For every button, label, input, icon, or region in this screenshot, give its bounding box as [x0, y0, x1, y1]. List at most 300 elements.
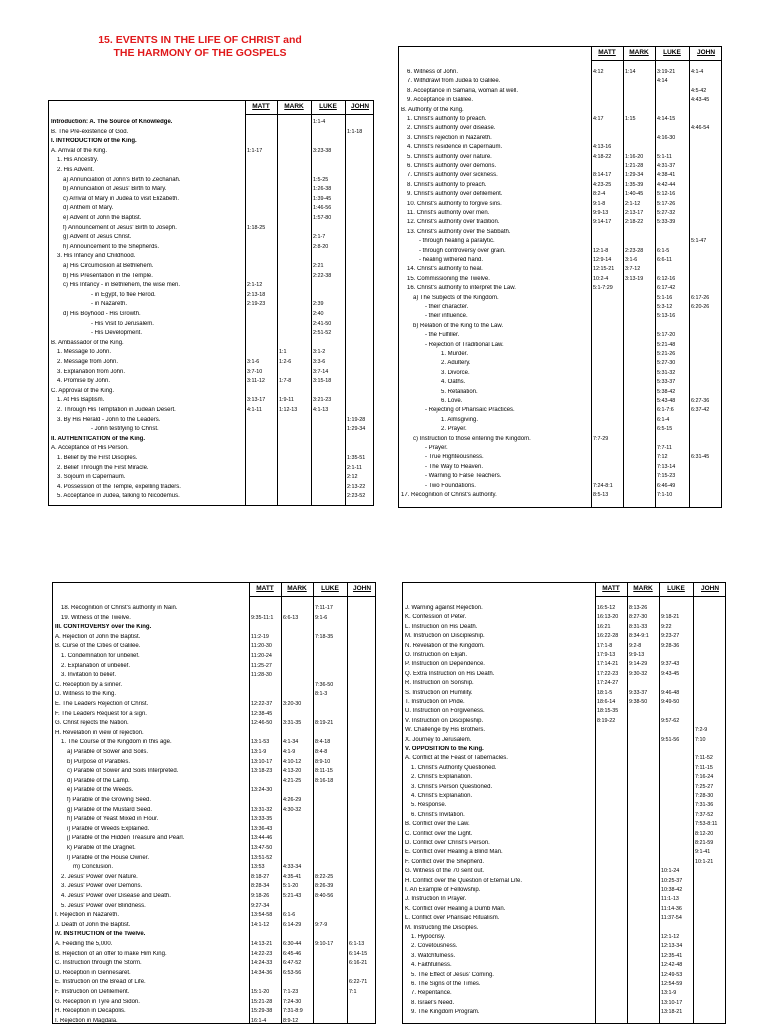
reference-luke: 8:9-10 — [315, 758, 331, 765]
reference-luke: 12:13-34 — [661, 943, 683, 950]
event-label: 13. Christ's authority over the Sabbath. — [407, 228, 511, 235]
table-row — [53, 787, 375, 797]
reference-luke: 10:38-42 — [661, 887, 683, 893]
table-row — [53, 835, 375, 845]
reference-luke: 8:4-8 — [315, 749, 328, 755]
event-label: b) Purpose of Parables. — [67, 758, 131, 765]
table-row — [53, 845, 375, 855]
table-row — [53, 893, 375, 903]
event-label: V. OPPOSITION to the King. — [405, 746, 484, 752]
event-label: Introduction: A. The Source of Knowledge. — [51, 119, 173, 125]
reference-matt: 13:44-46 — [251, 835, 273, 842]
reference-mark: 1:21-28 — [625, 163, 644, 169]
reference-luke: 5:17-26 — [657, 200, 676, 207]
event-label: I. INTRODUCTION of the King. — [51, 138, 137, 145]
reference-matt: 18:6-14 — [597, 699, 616, 705]
event-label: 1. His Ancestry. — [57, 157, 99, 164]
event-label: 4. Promise by John. — [57, 378, 111, 385]
table-row — [53, 663, 375, 673]
reference-luke: 12:54-59 — [661, 981, 683, 987]
reference-mark: 4:30-32 — [283, 806, 302, 813]
reference-matt: 13:10-17 — [251, 758, 273, 765]
reference-luke: 7:15-23 — [657, 473, 676, 480]
table-row — [53, 730, 375, 740]
table-row — [53, 941, 375, 951]
reference-matt: 11:28-30 — [251, 672, 272, 679]
reference-john: 5:1-47 — [691, 238, 707, 245]
reference-matt: 14:22-23 — [251, 950, 273, 957]
reference-luke: 5:33-39 — [657, 219, 676, 226]
event-label: 2. Explanation of unbelief. — [61, 662, 131, 669]
event-label: 4. Jesus' Power over Disease and Death. — [61, 893, 171, 899]
event-label: F. The Leaders Request for a sign. — [55, 710, 147, 717]
event-label: 7. Christ's authority over sickness. — [407, 172, 498, 179]
table-row — [53, 1008, 375, 1018]
column-header-matt: MATT — [256, 585, 274, 592]
reference-matt: 8:19-22 — [597, 717, 616, 724]
event-label: Q. Extra Instruction on His Death. — [405, 670, 495, 677]
event-label: M. Instructing the Disciples. — [405, 924, 479, 931]
event-label: 2. His Advent. — [57, 167, 95, 173]
reference-matt: 3:13-17 — [247, 397, 266, 404]
event-label: a) His Circumcision at Bethlehem. — [63, 263, 154, 269]
reference-john: 7:11-15 — [695, 764, 713, 771]
table-row — [49, 186, 373, 196]
event-label: - Rejecting of Pharisaic Practices. — [425, 407, 515, 414]
reference-matt: 9:18-26 — [251, 893, 270, 899]
event-label: W. Challenge by His Brothers. — [405, 727, 486, 734]
event-label: 7. Repentance. — [411, 990, 452, 997]
reference-matt: 13:1-53 — [251, 739, 270, 746]
reference-luke: 9:10-17 — [315, 941, 334, 947]
table-row — [53, 883, 375, 893]
reference-john: 7:37-52 — [695, 811, 714, 818]
reference-luke: 5:17-20 — [657, 332, 676, 339]
event-label: 3. Invitation to belief. — [61, 672, 117, 679]
reference-matt: 10:2-4 — [593, 275, 609, 282]
reference-john: 9:1-41 — [695, 849, 711, 856]
reference-luke: 9:37-43 — [661, 661, 680, 668]
event-label: 8. Christ's authority to preach. — [407, 181, 487, 188]
reference-matt: 11:20-30 — [251, 643, 272, 650]
event-label: U. Instruction on Forgiveness. — [405, 708, 485, 715]
event-label: 11. Christ's authority over men. — [407, 210, 490, 216]
table-row — [49, 359, 373, 369]
event-label: - through controversy over grain. — [419, 247, 506, 254]
reference-john: 10:1-21 — [695, 858, 714, 865]
reference-luke: 6:6-11 — [657, 257, 672, 263]
event-label: 3. Watchfulness. — [411, 952, 456, 959]
reference-luke: 7:1-10 — [657, 492, 673, 498]
reference-matt: 11:2-19 — [251, 633, 269, 640]
reference-mark: 7:24-30 — [283, 998, 302, 1005]
reference-luke: 8:19-21 — [315, 720, 334, 727]
event-label: k) Parable of the Dragnet. — [67, 845, 136, 851]
reference-john: 2:12 — [347, 474, 358, 481]
event-label: e) Advent of John the Baptist. — [63, 215, 142, 221]
table-row — [49, 157, 373, 167]
event-label: T. Instruction on Pride. — [405, 699, 465, 705]
table-row — [53, 691, 375, 701]
column-header-luke: LUKE — [663, 49, 681, 56]
event-label: C. Approval of the King. — [51, 387, 115, 394]
reference-luke: 2:21 — [313, 263, 324, 269]
reference-mark: 4:26-29 — [283, 797, 302, 803]
table-row — [49, 205, 373, 215]
event-label: 2. Adultery. — [441, 360, 471, 367]
reference-luke: 8:40-56 — [315, 893, 334, 899]
event-label: h) Announcement to the Shepherds. — [63, 243, 160, 250]
table-row — [49, 253, 373, 263]
event-label: G. Witness of the 70 sent out. — [405, 868, 485, 875]
table-row — [53, 970, 375, 980]
reference-luke: 9:22 — [661, 623, 672, 630]
reference-john: 7:53-8:11 — [695, 821, 718, 828]
reference-matt: 16:1-4 — [251, 1017, 267, 1024]
reference-matt: 4:23-25 — [593, 181, 612, 188]
reference-luke: 5:33-37 — [657, 379, 676, 386]
event-label: 14. Christ's authority to heal. — [407, 266, 483, 273]
reference-luke: 4:31-37 — [657, 163, 676, 169]
table-row — [49, 177, 373, 187]
reference-luke: 2:39 — [313, 301, 324, 308]
event-label: - in Egypt, to flee Herod. — [91, 291, 156, 298]
event-label: H. Conflict over the Question of Eternal Life. — [405, 877, 523, 884]
reference-matt: 2:1-12 — [247, 282, 263, 289]
column-header-mark: MARK — [284, 103, 304, 110]
reference-matt: 15:1-20 — [251, 989, 270, 995]
event-label: - Warning to False Teachers. — [425, 473, 502, 480]
event-label: L. Conflict over Pharisaic Ritualism. — [405, 915, 500, 922]
table-row — [53, 807, 375, 817]
reference-matt: 14:1-12 — [251, 921, 270, 928]
reference-luke: 11:37-54 — [661, 915, 682, 922]
event-label: g) Parable of the Mustard Seed. — [67, 806, 153, 813]
reference-luke: 9:1-6 — [315, 614, 328, 621]
reference-matt: 13:36-43 — [251, 825, 273, 832]
reference-john: 6:16-21 — [349, 960, 368, 967]
reference-luke: 5:3-12 — [657, 304, 673, 310]
table-row — [53, 855, 375, 865]
reference-john: 4:1-4 — [691, 69, 704, 75]
reference-matt: 8:14-17 — [593, 172, 612, 179]
reference-luke: 2:40 — [313, 311, 324, 317]
reference-luke: 8:26-39 — [315, 883, 334, 890]
reference-luke: 6:17-42 — [657, 285, 676, 292]
event-label: c) Parable of Sower and Soils Interpreted. — [67, 768, 179, 775]
reference-luke: 5:31-32 — [657, 369, 676, 376]
table-row — [53, 903, 375, 913]
event-label: 1. Message to John. — [57, 349, 112, 356]
reference-luke: 3:7-14 — [313, 368, 329, 375]
event-label: 4. Christ's Explanation. — [411, 793, 473, 799]
table-row — [49, 340, 373, 350]
table-row — [49, 426, 373, 436]
reference-matt: 17:24-27 — [597, 680, 619, 687]
event-label: III. CONTROVERSY over the King. — [55, 624, 152, 631]
column-header-john: JOHN — [696, 49, 716, 56]
table-row — [53, 778, 375, 788]
table-row — [53, 816, 375, 826]
table-row — [49, 417, 373, 427]
event-label: F. Instruction on Defilement. — [55, 989, 130, 995]
reference-mark: 5:1-20 — [283, 883, 299, 890]
event-label: 2. Jesus' Power over Nature. — [61, 873, 138, 880]
reference-luke: 8:1-3 — [315, 691, 328, 698]
reference-luke: 3:1-2 — [313, 349, 326, 356]
table-row — [53, 682, 375, 692]
reference-john: 1:19-28 — [347, 416, 366, 423]
reference-john: 6:27-36 — [691, 398, 710, 404]
reference-mark: 6:14-29 — [283, 921, 302, 928]
reference-mark: 6:1-6 — [283, 912, 296, 919]
reference-mark: 9:2-8 — [629, 642, 642, 649]
reference-luke: 5:21-48 — [657, 341, 676, 348]
reference-mark: 2:23-28 — [625, 247, 644, 254]
event-label: b) His Presentation in the Temple. — [63, 272, 153, 279]
table-row — [53, 701, 375, 711]
reference-luke: 10:1-24 — [661, 868, 680, 875]
reference-matt: 13:51-52 — [251, 854, 273, 861]
event-label: V. Instruction on Discipleship. — [405, 717, 484, 724]
header-divider — [591, 60, 721, 61]
event-label: 5. Response. — [411, 802, 447, 809]
event-label: 9. Christ's authority over defilement. — [407, 191, 503, 198]
reference-john: 2:13-22 — [347, 483, 366, 490]
reference-luke: 8:4-18 — [315, 739, 331, 746]
reference-matt: 3:7-10 — [247, 368, 263, 375]
table-row — [49, 148, 373, 158]
event-label: II. AUTHENTICATION of the King. — [51, 435, 145, 442]
event-label: 2. Christ's authority over disease. — [407, 125, 496, 132]
event-label: 8. Acceptance in Samaria, woman at well. — [407, 87, 519, 94]
table-row — [53, 643, 375, 653]
event-label: 5. Acceptance in Judea, talking to Nicodemus. — [57, 493, 180, 500]
reference-mark: 4:13-20 — [283, 768, 302, 775]
table-row — [49, 167, 373, 177]
table-row — [49, 119, 373, 129]
reference-luke: 4:1-13 — [313, 407, 329, 413]
reference-mark: 2:1-12 — [625, 200, 641, 207]
reference-matt: 11:20-24 — [251, 653, 272, 659]
reference-mark: 1:15 — [625, 116, 636, 122]
event-label: 1. Murder. — [441, 351, 469, 357]
event-label: A. Acceptance of His Person. — [51, 445, 129, 452]
event-label: L. Instruction on His Death. — [405, 623, 478, 630]
event-label: B. Rejection of an offer to make Him King. — [55, 950, 167, 957]
event-label: d) Parable of the Lamp. — [67, 777, 130, 784]
event-label: l) Parable of the House Owner. — [67, 854, 150, 861]
reference-matt: 16:5-12 — [597, 605, 616, 611]
reference-matt: 9:1-8 — [593, 200, 606, 207]
table-row — [53, 768, 375, 778]
event-label: f) Announcement of Jesus' Birth to Joseph. — [63, 224, 177, 231]
table-row — [53, 951, 375, 961]
event-label: - their character. — [425, 304, 469, 310]
event-label: 10. Christ's authority to forgive sins. — [407, 200, 502, 207]
event-label: 17. Recognition of Christ's authority. — [401, 492, 497, 498]
reference-john: 4:43-45 — [691, 97, 710, 104]
event-label: IV. INSTRUCTION of the Twelve. — [55, 931, 146, 938]
reference-matt: 14:34-36 — [251, 969, 273, 976]
event-label: R. Instruction on Sonship. — [405, 680, 474, 687]
reference-luke: 6:12-16 — [657, 275, 676, 282]
table-row — [49, 263, 373, 273]
event-label: J. Warning against Rejection. — [405, 605, 483, 611]
reference-matt: 9:9-13 — [593, 210, 609, 216]
event-label: - True Righteousness. — [425, 454, 484, 461]
event-label: B. Conflict over the Law. — [405, 821, 470, 828]
reference-mark: 6:30-44 — [283, 941, 302, 947]
event-label: a) Annunciation of John's Birth to Zechariah. — [63, 176, 181, 183]
reference-luke: 13:18-21 — [661, 1009, 683, 1016]
reference-matt: 13:1-9 — [251, 749, 267, 755]
reference-mark: 1:9-11 — [279, 397, 294, 404]
reference-luke: 10:25-37 — [661, 877, 683, 884]
event-label: j) Parable of the Hidden Treasure and Pearl. — [67, 835, 185, 842]
reference-matt: 12:46-50 — [251, 720, 273, 727]
reference-matt: 1:1-17 — [247, 147, 263, 154]
table-row — [49, 455, 373, 465]
reference-luke: 11:1-13 — [661, 896, 679, 903]
event-label: N. Revelation of the Kingdom. — [405, 642, 485, 649]
event-label: I. Rejection in Magdala. — [55, 1017, 118, 1024]
event-label: - through healing a paralytic. — [419, 238, 495, 245]
reference-matt: 4:18-22 — [593, 153, 612, 160]
table-row — [53, 759, 375, 769]
reference-mark: 5:21-43 — [283, 893, 302, 899]
event-label: 2. Through His Temptation in Judean Desert. — [57, 407, 176, 413]
table-row — [53, 922, 375, 932]
reference-john: 4:46-54 — [691, 125, 710, 132]
reference-john: 8:21-59 — [695, 840, 714, 846]
reference-mark: 3:31-35 — [283, 720, 302, 727]
reference-luke: 5:12-16 — [657, 191, 676, 198]
reference-mark: 4:1-9 — [283, 749, 296, 755]
event-label: 1. Christ's Authority Questioned. — [411, 764, 497, 771]
reference-mark: 3:7-12 — [625, 266, 641, 273]
event-label: S. Instruction on Humility. — [405, 689, 473, 696]
reference-luke: 9:18-21 — [661, 614, 680, 621]
event-label: - the Fulfiller. — [425, 332, 460, 339]
harmony-table-panel-4 — [402, 582, 726, 1024]
reference-john: 6:14-15 — [349, 950, 368, 957]
reference-mark: 4:10-12 — [283, 758, 302, 765]
event-label: J. Instruction In Prayer. — [405, 896, 467, 903]
reference-matt: 3:11-12 — [247, 378, 265, 385]
table-row — [49, 129, 373, 139]
event-label: e) Parable of the Weeds. — [67, 787, 134, 794]
reference-luke: 6:5-15 — [657, 426, 673, 433]
reference-john: 6:20-26 — [691, 304, 710, 310]
reference-luke: 8:22-25 — [315, 873, 334, 880]
reference-mark: 3:1-6 — [625, 257, 638, 263]
table-row — [399, 492, 721, 502]
reference-luke: 2:1-7 — [313, 234, 326, 241]
event-label: 15. Commissioning the Twelve. — [407, 275, 490, 282]
reference-luke: 7:11-17 — [315, 605, 333, 611]
event-label: 1. Hypocrisy. — [411, 934, 446, 940]
column-header-john: JOHN — [700, 585, 720, 592]
event-label: G. Christ rejects the Nation. — [55, 720, 129, 727]
harmony-table-panel-1 — [48, 100, 374, 506]
header-divider — [595, 596, 725, 597]
event-label: - Rejection of Traditional Law. — [425, 341, 504, 348]
event-label: - The Way to Heaven. — [425, 463, 484, 470]
reference-matt: 12:38-45 — [251, 710, 273, 717]
reference-luke: 12:35-41 — [661, 952, 683, 959]
reference-mark: 2:13-17 — [625, 210, 644, 216]
event-label: K. Conflict over Healing a Dumb Man. — [405, 905, 506, 912]
reference-luke: 9:7-9 — [315, 921, 328, 928]
reference-matt: 1:18-25 — [247, 224, 266, 231]
event-label: C. Instruction through the Storm. — [55, 960, 142, 967]
reference-matt: 3:1-6 — [247, 359, 260, 365]
reference-john: 4:5-42 — [691, 87, 707, 94]
event-label: 3. Divorce. — [441, 369, 470, 376]
table-row — [53, 605, 375, 615]
event-label: - their influence. — [425, 313, 468, 320]
reference-luke: 9:23-27 — [661, 633, 680, 640]
reference-luke: 9:28-36 — [661, 642, 680, 649]
event-label: B. Authority of the King. — [401, 106, 464, 113]
reference-john: 1:29-34 — [347, 426, 366, 433]
reference-matt: 11:25-27 — [251, 662, 272, 669]
event-label: 1. Christ's authority to preach. — [407, 116, 487, 122]
table-row — [53, 912, 375, 922]
reference-matt: 13:33-35 — [251, 816, 273, 823]
reference-mark: 8:13-26 — [629, 605, 648, 611]
reference-matt: 16:13-20 — [597, 614, 619, 621]
reference-luke: 12:1-12 — [661, 934, 680, 940]
table-row — [49, 234, 373, 244]
reference-mark: 6:53-56 — [283, 969, 302, 976]
reference-john: 7:16-24 — [695, 774, 714, 781]
table-row — [53, 864, 375, 874]
event-label: 5. Retaliation. — [441, 388, 478, 395]
reference-john: 7:11-52 — [695, 755, 713, 762]
reference-matt: 15:29-38 — [251, 1008, 273, 1015]
table-row — [49, 321, 373, 331]
table-row — [53, 711, 375, 721]
event-label: E. Conflict over Healing a Blind Man. — [405, 849, 503, 856]
event-label: J. Death of John the Baptist. — [55, 921, 131, 928]
reference-john: 6:37-42 — [691, 407, 710, 414]
reference-luke: 4:38-41 — [657, 172, 676, 179]
reference-matt: 9:35-11:1 — [251, 614, 274, 621]
column-header-row — [53, 583, 375, 597]
column-header-john: JOHN — [352, 585, 372, 592]
event-label: d) Anthem of Mary. — [63, 205, 114, 212]
table-row — [49, 445, 373, 455]
event-label: 3. His Infancy and Childhood. — [57, 253, 136, 260]
event-label: c) Arrival of Mary in Judea to visit Elizabeth. — [63, 195, 180, 202]
table-row — [53, 749, 375, 759]
reference-luke: 5:1-16 — [657, 294, 673, 301]
reference-john: 6:17-26 — [691, 294, 710, 301]
reference-matt: 12:22-37 — [251, 701, 273, 707]
event-label: 8. Israel's Need. — [411, 999, 455, 1006]
reference-matt: 14:13-21 — [251, 941, 273, 947]
table-row — [49, 369, 373, 379]
table-row — [49, 138, 373, 148]
event-label: 4. Faithfulness. — [411, 962, 452, 969]
event-label: 4. Possession of the Temple, expelling traders. — [57, 483, 181, 490]
reference-matt: 12:1-8 — [593, 247, 609, 254]
table-row — [49, 225, 373, 235]
header-divider — [249, 596, 375, 597]
reference-matt: 4:13-16 — [593, 144, 612, 151]
